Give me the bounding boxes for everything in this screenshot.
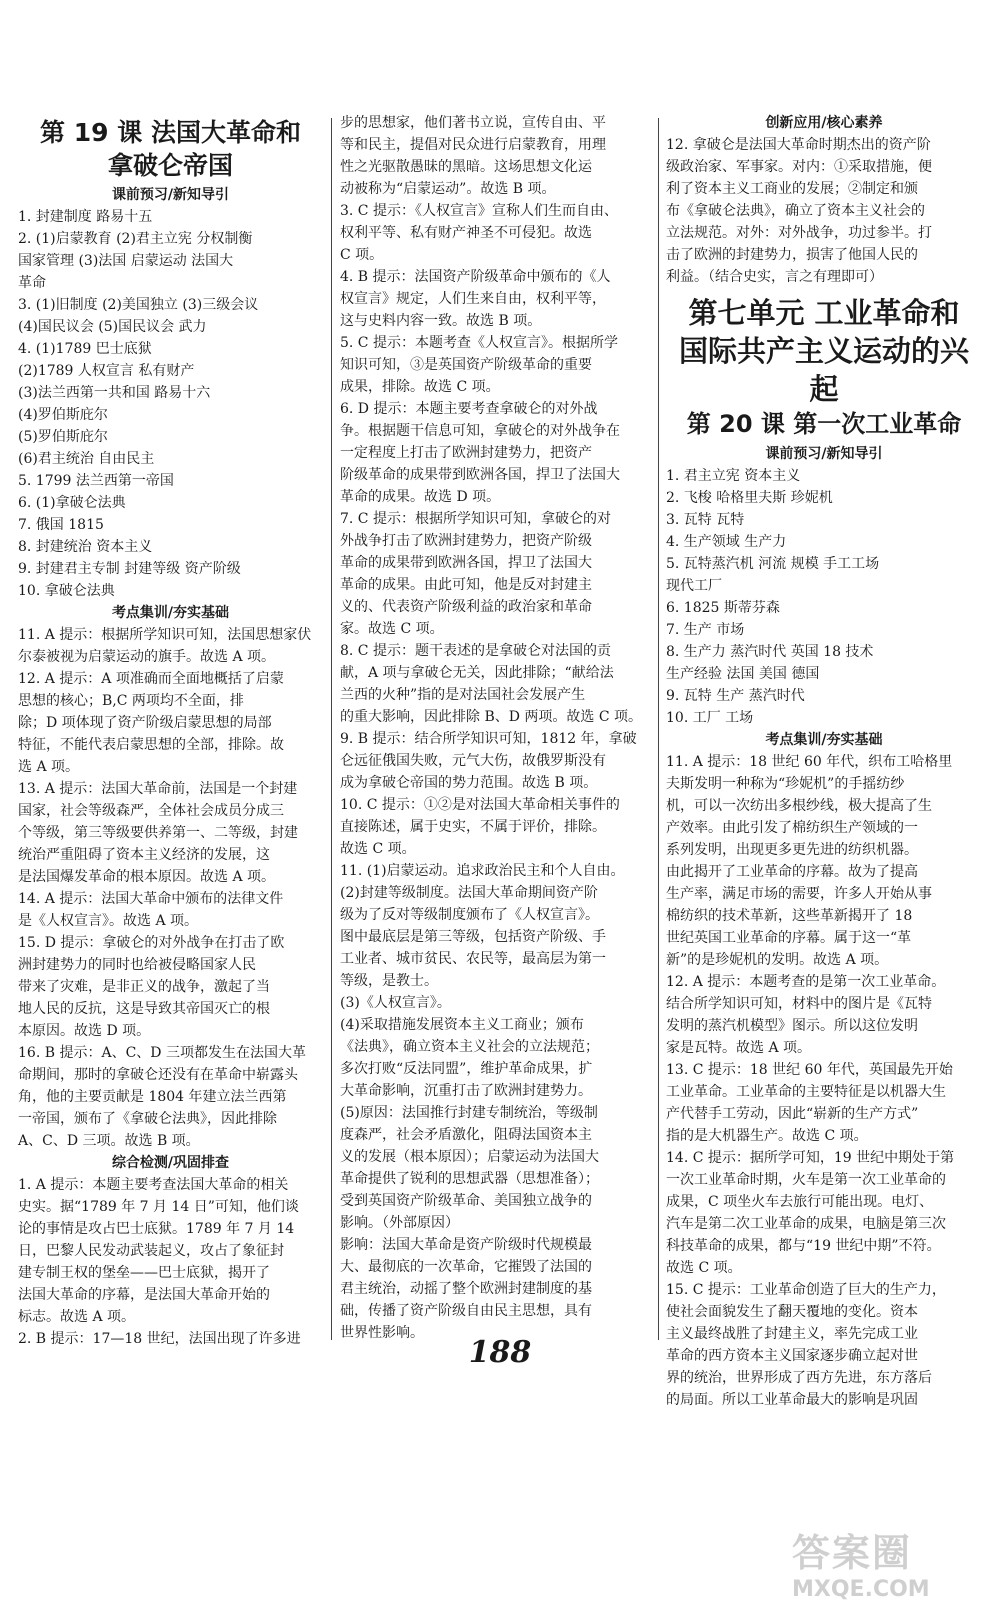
unit-title-line-2: 国际共产主义运动的兴起 <box>678 334 969 406</box>
basic-answers <box>18 624 323 1152</box>
text-line: 世纪英国工业革命的序幕。属于这一“革 <box>666 930 912 946</box>
column-middle <box>340 112 650 1344</box>
text-line: (4)采取措施发展资本主义工商业；颁布 <box>340 1017 584 1033</box>
text-line: 等和民主，提倡对民众进行启蒙教育，用理 <box>340 137 606 153</box>
text-line: 的局面。所以工业革命最大的影响是巩固 <box>666 1392 918 1408</box>
section-heading-preview: 课前预习/新知导引 <box>111 187 230 203</box>
text-line: 命期间，那时的拿破仑还没有在革命中崭露头 <box>18 1067 298 1083</box>
text-line: 击了欧洲的封建势力，损害了他国人民的 <box>666 247 918 263</box>
text-line: 革命的西方资本主义国家逐步确立起对世 <box>666 1348 918 1364</box>
lesson-20-title: 第 20 课 第一次工业革命 <box>686 410 962 438</box>
text-line: 一定程度上打击了欧洲封建势力，把资产 <box>340 445 592 461</box>
watermark-logo: 答案圈 <box>792 1531 913 1575</box>
text-line: 7. 生产 市场 <box>666 622 745 638</box>
text-line: 级为了反对等级制度颁布了《人权宣言》。 <box>340 907 599 923</box>
text-line: 8. C 提示：题干表述的是拿破仑对法国的贡 <box>340 643 611 659</box>
text-line: 3. C 提示：《人权宣言》宣称人们生而自由、 <box>340 203 618 219</box>
text-line: 布《拿破仑法典》，确立了资本主义社会的 <box>666 203 925 219</box>
text-line: 科技革命的成果，都与“19 世纪中期”不符。 <box>666 1238 941 1254</box>
text-line: 君主统治，动摇了整个欧洲封建制度的基 <box>340 1281 592 1297</box>
text-line: (3)《人权宣言》。 <box>340 995 451 1011</box>
text-line: 知识可知，③是英国资产阶级革命的重要 <box>340 357 592 373</box>
text-line: 一次工业革命时期，火车是第一次工业革命的 <box>666 1172 946 1188</box>
text-line: 主义最终战胜了封建主义，率先完成工业 <box>666 1326 918 1342</box>
text-line: (5)原因：法国推行封建专制统治，等级制 <box>340 1105 598 1121</box>
text-line: 9. 封建君主专制 封建等级 资产阶级 <box>18 561 241 577</box>
text-line: 思想的核心；B,C 两项均不全面，排 <box>18 693 244 709</box>
text-line: 多次打败“反法同盟”，维护革命成果，扩 <box>340 1061 593 1077</box>
text-line: 15. D 提示：拿破仑的对外战争在打击了欧 <box>18 935 285 951</box>
text-line: 8. 生产力 蒸汽时代 英国 18 技术 <box>666 644 874 660</box>
text-line: 尔泰被视为启蒙运动的旗手。故选 A 项。 <box>18 649 276 665</box>
unit-title-line-1: 第七单元 工业革命和 <box>688 296 960 330</box>
text-line: 家是瓦特。故选 A 项。 <box>666 1040 812 1056</box>
text-line: 权宣言》规定，人们生来自由，权利平等， <box>340 291 606 307</box>
text-line: 除；D 项体现了资产阶级启蒙思想的局部 <box>18 715 272 731</box>
text-line: 5. 1799 法兰西第一帝国 <box>18 473 174 489</box>
text-line: C 项。 <box>340 247 384 263</box>
text-line: 6. D 提示：本题主要考查拿破仑的对外战 <box>340 401 598 417</box>
text-line: 度森严，社会矛盾激化，阻碍法国资本主 <box>340 1127 592 1143</box>
basic-answers-20 <box>666 751 982 1411</box>
text-line: 性之光驱散愚昧的黑暗。这场思想文化运 <box>340 159 592 175</box>
text-line: 利益。（结合史实，言之有理即可） <box>666 269 883 285</box>
text-line: 故选 C 项。 <box>666 1260 742 1276</box>
text-line: 指的是大机器生产。故选 C 项。 <box>666 1128 868 1144</box>
section-heading-basic: 考点集训/夯实基础 <box>111 605 230 621</box>
text-line: 史实。据“1789 年 7 月 14 日”可知，他们谈 <box>18 1199 299 1215</box>
text-line: 直接陈述，属于史实，不属于评价，排除。 <box>340 819 606 835</box>
middle-answers <box>340 112 650 1344</box>
text-line: 图中最底层是第三等级，包括资产阶级、手 <box>340 929 606 945</box>
text-line: 使社会面貌发生了翻天覆地的变化。资本 <box>666 1304 918 1320</box>
text-line: 革命的成果。由此可知，他是反对封建主 <box>340 577 592 593</box>
text-line: 革命的成果。故选 D 项。 <box>340 489 501 505</box>
text-line: 4. B 提示：法国资产阶级革命中颁布的《人 <box>340 269 611 285</box>
text-line: 10. 拿破仑法典 <box>18 583 115 599</box>
text-line: 成为拿破仑帝国的势力范围。故选 B 项。 <box>340 775 598 791</box>
text-line: 6. (1)拿破仑法典 <box>18 495 126 511</box>
text-line: 革命的成果带到欧洲各国，捍卫了法国大 <box>340 555 592 571</box>
unit-7-title <box>666 294 982 408</box>
text-line: 界的统治，世界形成了西方先进，东方落后 <box>666 1370 932 1386</box>
text-line: 11. (1)启蒙运动。追求政治民主和个人自由。 <box>340 863 625 879</box>
text-line: 11. A 提示：根据所学知识可知，法国思想家伏 <box>18 627 312 643</box>
text-line: 国家管理 (3)法国 启蒙运动 法国大 <box>18 253 234 269</box>
text-line: 是《人权宣言》。故选 A 项。 <box>18 913 199 929</box>
text-line: 由此揭开了工业革命的序幕。故为了提高 <box>666 864 918 880</box>
text-line: 础，传播了资产阶级自由民主思想，具有 <box>340 1303 592 1319</box>
text-line: 一帝国，颁布了《拿破仑法典》，因此排除 <box>18 1111 277 1127</box>
text-line: 选 A 项。 <box>18 759 80 775</box>
text-line: 15. C 提示：工业革命创造了巨大的生产力， <box>666 1282 946 1298</box>
text-line: 5. 瓦特蒸汽机 河流 规模 手工工场 <box>666 556 880 572</box>
text-line: 16. B 提示：A、C、D 三项都发生在法国大革 <box>18 1045 306 1061</box>
text-line: 12. A 提示：本题考查的是第一次工业革命。 <box>666 974 946 990</box>
text-line: 发明的蒸汽机模型》图示。所以这位发明 <box>666 1018 918 1034</box>
text-line: (6)君主统治 自由民主 <box>18 451 155 467</box>
text-line: (3)法兰西第一共和国 路易十六 <box>18 385 211 401</box>
text-line: 标志。故选 A 项。 <box>18 1309 136 1325</box>
text-line: 7. 俄国 1815 <box>18 517 104 533</box>
text-line: 论的事情是攻占巴士底狱。1789 年 7 月 14 <box>18 1221 295 1237</box>
text-line: (5)罗伯斯庇尔 <box>18 429 108 445</box>
text-line: 步的思想家，他们著书立说，宣传自由、平 <box>340 115 606 131</box>
text-line: 5. C 提示：本题考查《人权宣言》。根据所学 <box>340 335 618 351</box>
text-line: 影响：法国大革命是资产阶级时代规模最 <box>340 1237 592 1253</box>
preview-answers-20 <box>666 465 982 729</box>
text-line: 13. C 提示：18 世纪 60 年代，英国最先开始 <box>666 1062 953 1078</box>
text-line: 外战争打击了欧洲封建势力，把资产阶级 <box>340 533 592 549</box>
text-line: 2. B 提示：17—18 世纪，法国出现了许多进 <box>18 1331 301 1347</box>
text-line: 立法规范。对外：对外战争，功过参半。打 <box>666 225 932 241</box>
text-line: 成果，C 项坐火车去旅行可能出现。电灯、 <box>666 1194 934 1210</box>
text-line: 夫斯发明一种称为“珍妮机”的手摇纺纱 <box>666 776 905 792</box>
text-line: 1. A 提示：本题主要考查法国大革命的相关 <box>18 1177 289 1193</box>
column-divider-right <box>658 118 659 1340</box>
text-line: 《法典》，确立资本主义社会的立法规范； <box>340 1039 599 1055</box>
text-line: 生产率，满足市场的需要，许多人开始从事 <box>666 886 932 902</box>
text-line: 9. 瓦特 生产 蒸汽时代 <box>666 688 805 704</box>
text-line: 11. A 提示：18 世纪 60 年代，织布工哈格里 <box>666 754 953 770</box>
text-line: 棉纺织的技术革新，这些革新揭开了 18 <box>666 908 913 924</box>
text-line: 2. (1)启蒙教育 (2)君主立宪 分权制衡 <box>18 231 253 247</box>
section-heading-review: 综合检测/巩固排查 <box>111 1155 230 1171</box>
text-line: 影响。（外部原因） <box>340 1215 459 1231</box>
text-line: 大革命影响，沉重打击了欧洲封建势力。 <box>340 1083 592 1099</box>
text-line: 4. (1)1789 巴士底狱 <box>18 341 152 357</box>
text-line: 9. B 提示：结合所学知识可知，1812 年，拿破 <box>340 731 637 747</box>
text-line: 4. 生产领域 生产力 <box>666 534 787 550</box>
text-line: 权利平等、私有财产神圣不可侵犯。故选 <box>340 225 592 241</box>
text-line: 产效率。由此引发了棉纺织生产领域的一 <box>666 820 918 836</box>
text-line: 仑远征俄国失败，元气大伤，故俄罗斯没有 <box>340 753 606 769</box>
column-divider-left <box>331 118 332 1340</box>
text-line: 个等级，第三等级要供养第一、二等级，封建 <box>18 825 298 841</box>
text-line: 法国大革命的序幕，是法国大革命开始的 <box>18 1287 270 1303</box>
text-line: 统治严重阻碍了资本主义经济的发展，这 <box>18 847 270 863</box>
text-line: 10. C 提示：①②是对法国大革命相关事件的 <box>340 797 620 813</box>
text-line: 利了资本主义工商业的发展；②制定和颁 <box>666 181 918 197</box>
watermark-site: MXQE.COM <box>792 1577 930 1602</box>
column-right <box>666 112 982 1411</box>
lesson-title-line-1: 第 19 课 法国大革命和 <box>40 118 301 147</box>
text-line: 系列发明，出现更多更先进的纺织机器。 <box>666 842 918 858</box>
text-line: 义的、代表资产阶级利益的政治家和革命 <box>340 599 592 615</box>
text-line: 14. A 提示：法国大革命中颁布的法律文件 <box>18 891 284 907</box>
text-line: (2)封建等级制度。法国大革命期间资产阶 <box>340 885 598 901</box>
text-line: 12. 拿破仑是法国大革命时期杰出的资产阶 <box>666 137 931 153</box>
text-line: 8. 封建统治 资本主义 <box>18 539 153 555</box>
text-line: 生产经验 法国 美国 德国 <box>666 666 820 682</box>
text-line: 这与史料内容一致。故选 B 项。 <box>340 313 542 329</box>
text-line: (2)1789 人权宣言 私有财产 <box>18 363 195 379</box>
text-line: 的重大影响，因此排除 B、D 两项。故选 C 项。 <box>340 709 643 725</box>
text-line: (4)罗伯斯庇尔 <box>18 407 108 423</box>
text-line: 成果，排除。故选 C 项。 <box>340 379 500 395</box>
text-line: 7. C 提示：根据所学知识可知，拿破仑的对 <box>340 511 611 527</box>
text-line: 故选 C 项。 <box>340 841 416 857</box>
text-line: 带来了灾难，是非正义的战争，激起了当 <box>18 979 270 995</box>
text-line: 国家，社会等级森严，全体社会成员分成三 <box>18 803 284 819</box>
text-line: 义的发展（根本原因）；启蒙运动为法国大 <box>340 1149 599 1165</box>
text-line: 革命提供了锐利的思想武器（思想准备）； <box>340 1171 599 1187</box>
text-line: 3. 瓦特 瓦特 <box>666 512 745 528</box>
text-line: 产代替手工劳动，因此“崭新的生产方式” <box>666 1106 919 1122</box>
text-line: 等级，是教士。 <box>340 973 438 989</box>
text-line: 建专制王权的堡垒——巴士底狱，揭开了 <box>18 1265 270 1281</box>
text-line: 受到英国资产阶级革命、美国独立战争的 <box>340 1193 592 1209</box>
text-line: 新”的是珍妮机的发明。故选 A 项。 <box>666 952 889 968</box>
text-line: 献，A 项与拿破仑无关，因此排除；“献给法 <box>340 665 614 681</box>
text-line: 世界性影响。 <box>340 1325 424 1341</box>
text-line: 12. A 提示：A 项准确而全面地概括了启蒙 <box>18 671 284 687</box>
text-line: 兰西的火种”指的是对法国社会发展产生 <box>340 687 586 703</box>
text-line: 是法国爆发革命的根本原因。故选 A 项。 <box>18 869 276 885</box>
text-line: A、C、D 三项。故选 B 项。 <box>18 1133 200 1149</box>
section-heading-basic-20: 考点集训/夯实基础 <box>765 732 883 748</box>
section-heading-preview-20: 课前预习/新知导引 <box>765 446 883 462</box>
text-line: 10. 工厂 工场 <box>666 710 754 726</box>
text-line: 工业革命。工业革命的主要特征是以机器大生 <box>666 1084 946 1100</box>
text-line: 争。根据题干信息可知，拿破仑的对外战争在 <box>340 423 620 439</box>
column-left <box>18 112 323 1350</box>
text-line: 级政治家、军事家。对内：①采取措施，便 <box>666 159 932 175</box>
text-line: 日，巴黎人民发动武装起义，攻占了象征封 <box>18 1243 284 1259</box>
text-line: 1. 君主立宪 资本主义 <box>666 468 801 484</box>
page-number: 188 <box>468 1335 532 1370</box>
text-line: 本原因。故选 D 项。 <box>18 1023 151 1039</box>
text-line: 3. (1)旧制度 (2)美国独立 (3)三级会议 <box>18 297 259 313</box>
text-line: 动被称为“启蒙运动”。故选 B 项。 <box>340 181 556 197</box>
text-line: 阶级革命的成果带到欧洲各国，捍卫了法国大 <box>340 467 620 483</box>
lesson-title-line-2: 拿破仑帝国 <box>107 151 233 180</box>
text-line: 工业者、城市贫民、农民等，最高层为第一 <box>340 951 606 967</box>
text-line: 洲封建势力的同时也给被侵略国家人民 <box>18 957 256 973</box>
text-line: 地人民的反抗，这是导致其帝国灭亡的根 <box>18 1001 270 1017</box>
text-line: 现代工厂 <box>666 578 722 594</box>
text-line: 机，可以一次纺出多根纱线，极大提高了生 <box>666 798 932 814</box>
text-line: 家。故选 C 项。 <box>340 621 444 637</box>
text-line: 13. A 提示：法国大革命前，法国是一个封建 <box>18 781 298 797</box>
lesson-19-title <box>18 116 323 182</box>
text-line: 汽车是第二次工业革命的成果，电脑是第三次 <box>666 1216 946 1232</box>
section-heading-apply: 创新应用/核心素养 <box>765 115 883 131</box>
text-line: 大、最彻底的一次革命，它摧毁了法国的 <box>340 1259 592 1275</box>
text-line: 1. 封建制度 路易十五 <box>18 209 153 225</box>
text-line: (4)国民议会 (5)国民议会 武力 <box>18 319 207 335</box>
text-line: 结合所学知识可知，材料中的图片是《瓦特 <box>666 996 932 1012</box>
text-line: 14. C 提示：据所学可知，19 世纪中期处于第 <box>666 1150 955 1166</box>
text-line: 角，他的主要贡献是 1804 年建立法兰西第 <box>18 1089 287 1105</box>
text-line: 革命 <box>18 275 46 291</box>
review-answers <box>18 1174 323 1350</box>
text-line: 特征，不能代表启蒙思想的全部，排除。故 <box>18 737 284 753</box>
text-line: 2. 飞梭 哈格里夫斯 珍妮机 <box>666 490 833 506</box>
text-line: 6. 1825 斯蒂芬森 <box>666 600 780 616</box>
apply-answers <box>666 134 982 288</box>
preview-answers <box>18 206 323 602</box>
watermark <box>792 1522 982 1602</box>
